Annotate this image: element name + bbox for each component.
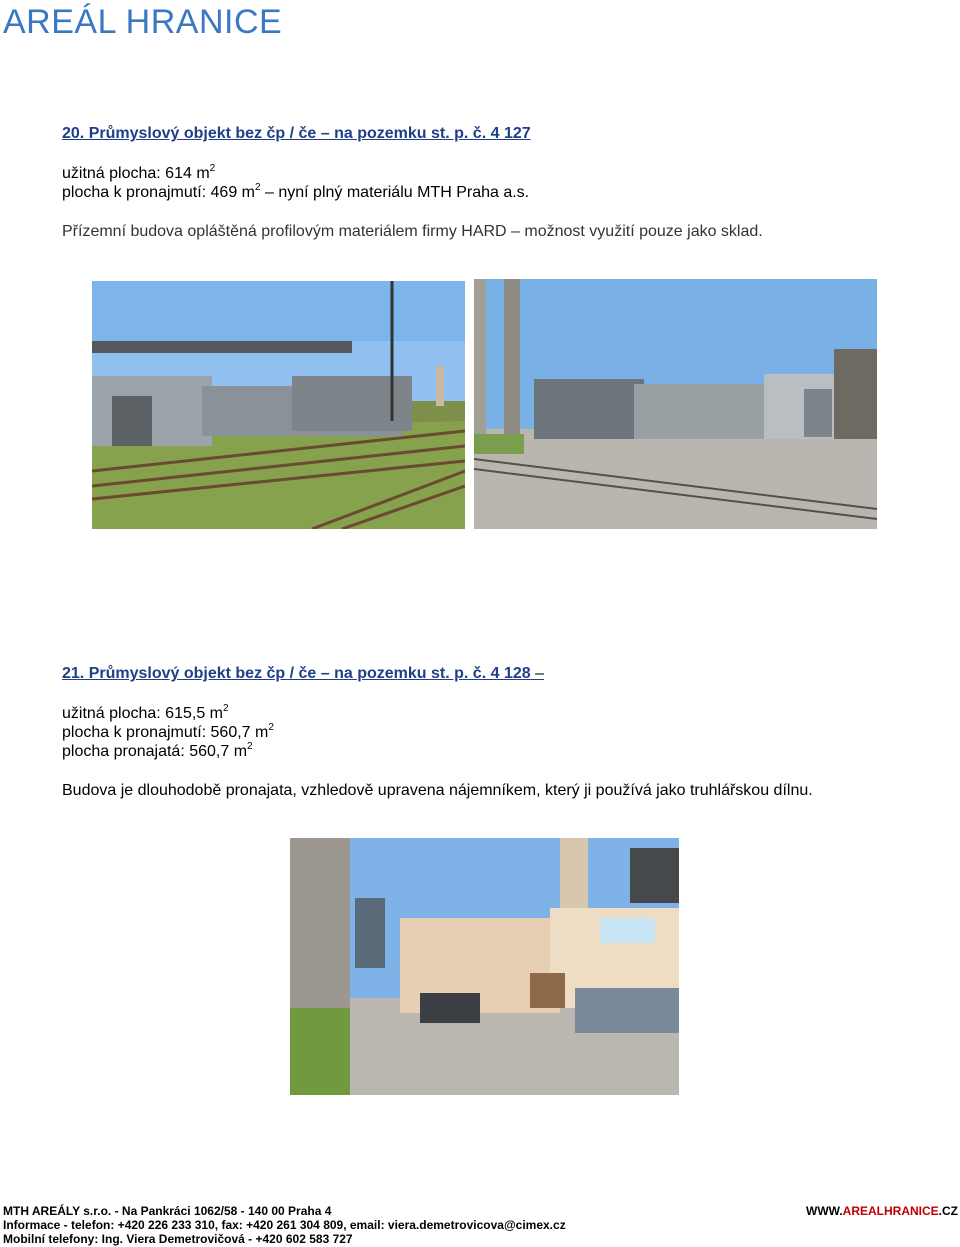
section-21-title: 21. Průmyslový objekt bez čp / če – na pozemku st. p. č. 4 128 – bbox=[62, 665, 544, 682]
section-21-usable-area: užitná plocha: 615,5 $m^2$ bbox=[62, 703, 229, 722]
photo-railway-halls bbox=[92, 281, 465, 529]
photo-workshop-building bbox=[290, 838, 679, 1095]
photo-industrial-yard bbox=[474, 279, 877, 529]
footer-contact-info: Informace - telefon: +420 226 233 310, fax: +420 261 304 809, email: viera.demetrovicova@cimex.cz bbox=[3, 1218, 566, 1232]
section-21-leased-area: plocha pronajatá: 560,7 $m^2$ bbox=[62, 741, 253, 760]
section-20-description: Přízemní budova opláštěná profilovým materiálem firmy HARD – možnost využití pouze jako sklad. bbox=[62, 223, 763, 240]
section-20-rent-area: plocha k pronajmutí: 469 $m^2$ – nyní plný materiálu MTH Praha a.s. bbox=[62, 182, 530, 201]
section-20-title: 20. Průmyslový objekt bez čp / če – na pozemku st. p. č. 4 127 bbox=[62, 125, 531, 142]
footer-mobile-phones: Mobilní telefony: Ing. Viera Demetrovičová - +420 602 583 727 bbox=[3, 1232, 353, 1246]
section-20-usable-area: užitná plocha: 614 $m^2$ bbox=[62, 163, 216, 182]
section-21-description: Budova je dlouhodobě pronajata, vzhledově upravena nájemníkem, který ji používá jako truhlářskou dílnu. bbox=[62, 782, 813, 799]
brand-title: AREÁL HRANICE bbox=[3, 3, 283, 41]
section-21-rent-area: plocha k pronajmutí: 560,7 $m^2$ bbox=[62, 722, 274, 741]
footer-website-link[interactable]: WWW.AREALHRANICE.CZ bbox=[806, 1204, 958, 1218]
footer-address: MTH AREÁLY s.r.o. - Na Pankráci 1062/58 - 140 00 Praha 4 bbox=[3, 1204, 332, 1218]
